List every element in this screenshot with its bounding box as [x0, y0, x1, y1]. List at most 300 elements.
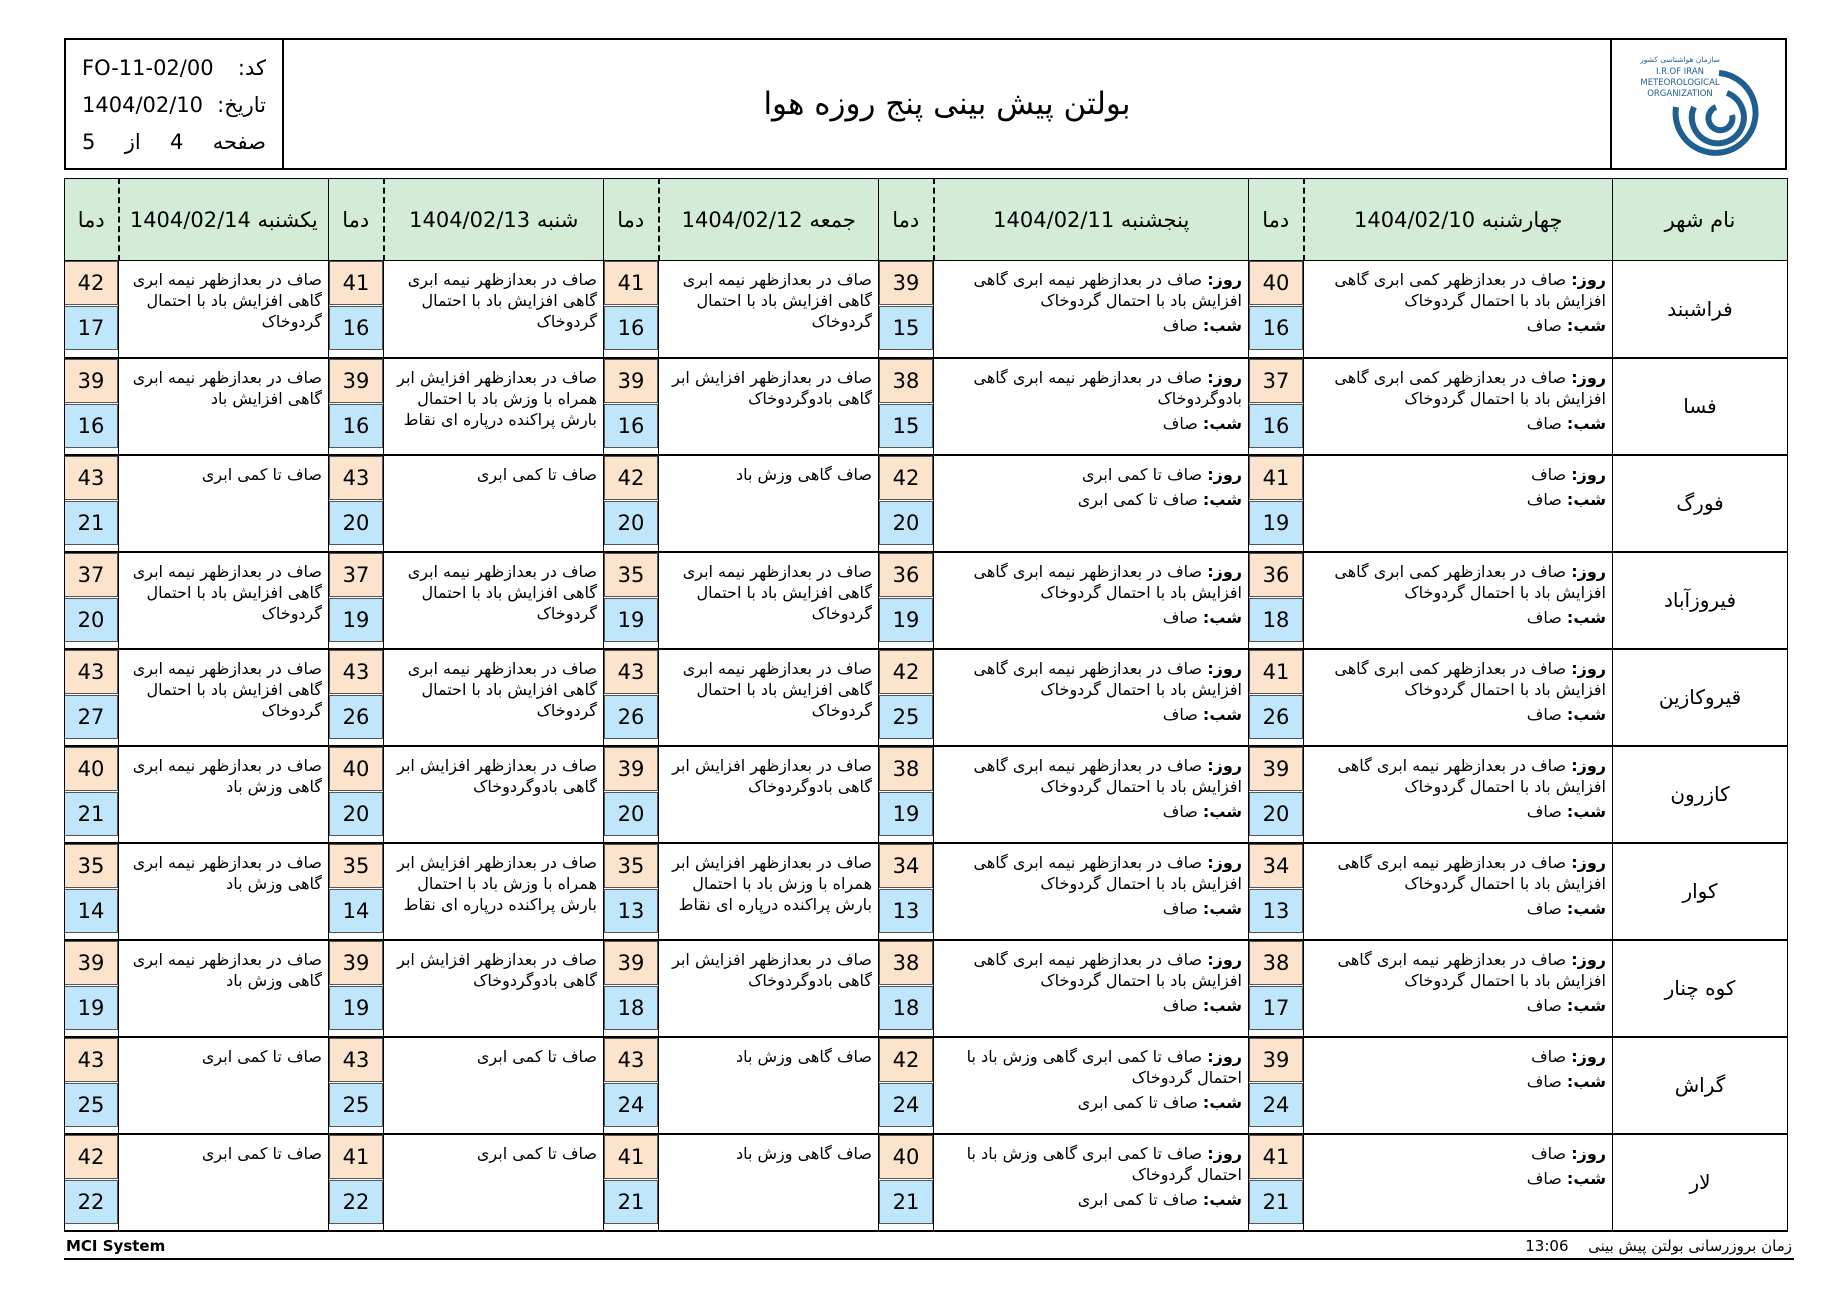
forecast-description	[659, 746, 879, 843]
forecast-text: صاف در بعدازظهر نیمه ابری گاهی وزش باد	[132, 949, 322, 990]
day-text: صاف در بعدازظهر نیمه ابری گاهی افزایش باد با احتمال گردوخاک	[973, 949, 1242, 990]
day-forecast	[940, 1143, 1242, 1185]
max-temp: 42	[64, 261, 118, 305]
forecast-description	[119, 261, 329, 358]
forecast-description	[1304, 552, 1613, 649]
document-meta	[66, 40, 284, 168]
night-label: شب:	[1202, 489, 1242, 509]
day-label: روز:	[1571, 270, 1606, 289]
temperature-cell	[879, 843, 934, 940]
max-temp: 43	[604, 1038, 658, 1082]
forecast-description	[1304, 1134, 1613, 1231]
night-label: شب:	[1202, 413, 1242, 433]
max-temp: 39	[879, 261, 933, 305]
min-temp: 26	[1249, 695, 1303, 739]
min-temp: 25	[64, 1083, 118, 1127]
forecast-description	[119, 455, 329, 552]
day-text: صاف	[1531, 1046, 1567, 1066]
night-label: شب:	[1566, 413, 1606, 433]
max-temp: 43	[64, 650, 118, 694]
temperature-cell	[1249, 358, 1304, 455]
night-forecast	[1310, 413, 1606, 434]
page-title: بولتن پیش بینی پنج روزه هوا	[763, 86, 1131, 122]
table-row	[65, 1037, 1788, 1134]
forecast-text: صاف گاهی وزش باد	[735, 1046, 872, 1066]
city-name: کوار	[1613, 843, 1788, 940]
max-temp: 35	[604, 844, 658, 888]
night-text: صاف	[1162, 898, 1198, 918]
code-label: کد:	[237, 56, 266, 80]
max-temp: 39	[329, 941, 383, 985]
night-text: صاف تا کمی ابری	[1077, 1189, 1198, 1209]
forecast-text: صاف تا کمی ابری	[201, 1143, 322, 1163]
temperature-cell	[1249, 1134, 1304, 1231]
temperature-cell	[65, 1134, 119, 1231]
day-text: صاف	[1531, 464, 1567, 484]
min-temp: 20	[329, 501, 383, 545]
min-temp: 25	[329, 1083, 383, 1127]
temperature-cell	[879, 940, 934, 1037]
day-forecast	[1310, 1046, 1606, 1067]
forecast-description	[659, 552, 879, 649]
min-temp: 20	[604, 792, 658, 836]
min-temp: 14	[329, 889, 383, 933]
max-temp: 41	[1249, 1135, 1303, 1179]
max-temp: 40	[64, 747, 118, 791]
table-row	[65, 649, 1788, 746]
night-label: شب:	[1566, 1071, 1606, 1091]
forecast-description	[384, 940, 604, 1037]
temperature-cell	[65, 552, 119, 649]
organization-logo	[1610, 40, 1785, 168]
temperature-cell	[1249, 552, 1304, 649]
max-temp: 42	[604, 456, 658, 500]
min-temp: 20	[879, 501, 933, 545]
table-row	[65, 746, 1788, 843]
min-temp: 19	[329, 986, 383, 1030]
day-forecast	[1310, 1143, 1606, 1164]
night-text: صاف	[1162, 316, 1198, 335]
max-temp: 36	[1249, 553, 1303, 597]
min-temp: 16	[604, 306, 658, 350]
night-forecast	[1310, 489, 1606, 510]
min-temp: 17	[64, 306, 118, 350]
temperature-cell	[604, 552, 659, 649]
min-temp: 16	[329, 306, 383, 350]
max-temp: 43	[64, 456, 118, 500]
night-forecast	[940, 1189, 1242, 1210]
min-temp: 19	[879, 598, 933, 642]
temperature-cell	[879, 455, 934, 552]
night-label: شب:	[1202, 704, 1242, 724]
max-temp: 42	[879, 456, 933, 500]
forecast-text: صاف تا کمی ابری	[476, 1143, 597, 1163]
temperature-cell	[329, 1134, 384, 1231]
forecast-description	[384, 1134, 604, 1231]
forecast-text: صاف در بعدازظهر نیمه ابری گاهی افزایش باد با احتمال گردوخاک	[132, 270, 322, 331]
min-temp: 20	[329, 792, 383, 836]
day-forecast	[940, 1046, 1242, 1088]
temperature-cell	[879, 552, 934, 649]
night-text: صاف	[1162, 995, 1198, 1015]
table-header-row	[65, 179, 1788, 261]
max-temp: 34	[1249, 844, 1303, 888]
day-label: روز:	[1571, 1046, 1606, 1066]
night-forecast	[1310, 1071, 1606, 1092]
day-forecast	[940, 949, 1242, 991]
temperature-cell	[1249, 940, 1304, 1037]
night-text: صاف	[1162, 704, 1198, 724]
night-label: شب:	[1566, 995, 1606, 1015]
night-label: شب:	[1566, 316, 1606, 335]
min-temp: 21	[879, 1180, 933, 1224]
temperature-cell	[329, 746, 384, 843]
day-text: صاف تا کمی ابری	[1082, 464, 1203, 484]
min-temp: 14	[64, 889, 118, 933]
city-name: فراشبند	[1613, 261, 1788, 358]
day-text: صاف در بعدازظهر نیمه ابری گاهی بادوگردوخاک	[973, 367, 1242, 408]
forecast-text: صاف در بعدازظهر نیمه ابری گاهی وزش باد	[132, 852, 322, 893]
min-temp: 25	[879, 695, 933, 739]
city-name: کوه چنار	[1613, 940, 1788, 1037]
night-text: صاف	[1162, 413, 1198, 433]
table-row	[65, 940, 1788, 1037]
temperature-cell	[604, 649, 659, 746]
day-label: روز:	[1571, 1143, 1606, 1163]
temperature-cell	[1249, 261, 1304, 358]
forecast-description	[119, 843, 329, 940]
temperature-cell	[65, 455, 119, 552]
forecast-description	[119, 1037, 329, 1134]
day-text: صاف در بعدازظهر کمی ابری گاهی افزایش باد با احتمال گردوخاک	[1334, 658, 1606, 699]
temperature-cell	[65, 940, 119, 1037]
forecast-text: صاف در بعدازظهر نیمه ابری گاهی افزایش باد با احتمال گردوخاک	[682, 270, 872, 331]
table-row	[65, 358, 1788, 455]
day-label: روز:	[1571, 949, 1606, 969]
forecast-description	[1304, 1037, 1613, 1134]
forecast-description	[1304, 649, 1613, 746]
night-text: صاف	[1526, 898, 1562, 918]
day-text: صاف در بعدازظهر نیمه ابری گاهی افزایش باد با احتمال گردوخاک	[1337, 949, 1606, 990]
update-time: 13:06	[1525, 1237, 1569, 1255]
day-label: روز:	[1207, 270, 1242, 289]
day-label: روز:	[1571, 852, 1606, 872]
night-forecast	[1310, 607, 1606, 628]
max-temp: 40	[329, 747, 383, 791]
day-forecast	[1310, 658, 1606, 700]
min-temp: 21	[604, 1180, 658, 1224]
day2-column-header: پنجشنبه 1404/02/11	[934, 179, 1249, 261]
night-label: شب:	[1202, 995, 1242, 1015]
forecast-text: صاف تا کمی ابری	[476, 464, 597, 484]
max-temp: 39	[64, 359, 118, 403]
night-label: شب:	[1202, 1189, 1242, 1209]
min-temp: 18	[1249, 598, 1303, 642]
max-temp: 39	[604, 359, 658, 403]
max-temp: 41	[1249, 456, 1303, 500]
night-text: صاف	[1526, 995, 1562, 1015]
night-forecast	[1310, 704, 1606, 725]
day-text: صاف در بعدازظهر کمی ابری گاهی افزایش باد با احتمال گردوخاک	[1334, 367, 1606, 408]
forecast-text: صاف در بعدازظهر نیمه ابری گاهی افزایش باد با احتمال گردوخاک	[132, 658, 322, 720]
forecast-description	[119, 940, 329, 1037]
temperature-cell	[329, 261, 384, 358]
table-row	[65, 455, 1788, 552]
night-forecast	[1310, 1168, 1606, 1189]
day-text: صاف در بعدازظهر نیمه ابری گاهی افزایش باد با احتمال گردوخاک	[1337, 755, 1606, 796]
logo-text-1: I.R.OF IRAN	[1655, 67, 1704, 77]
temperature-cell	[329, 552, 384, 649]
date-label: تاریخ:	[217, 93, 266, 117]
day-forecast	[1310, 464, 1606, 485]
temperature-cell	[879, 261, 934, 358]
day1-column-header: چهارشنبه 1404/02/10	[1304, 179, 1613, 261]
code-row	[82, 50, 266, 87]
day-forecast	[1310, 755, 1606, 797]
temperature-cell	[65, 1037, 119, 1134]
city-name: لار	[1613, 1134, 1788, 1231]
max-temp: 39	[1249, 1038, 1303, 1082]
night-text: صاف	[1526, 316, 1562, 335]
night-forecast	[940, 489, 1242, 510]
night-text: صاف	[1526, 489, 1562, 509]
max-temp: 41	[329, 1135, 383, 1179]
forecast-text: صاف در بعدازظهر نیمه ابری گاهی افزایش باد با احتمال گردوخاک	[407, 561, 597, 623]
night-forecast	[940, 995, 1242, 1016]
max-temp: 35	[604, 553, 658, 597]
day-forecast	[940, 852, 1242, 894]
min-temp: 26	[329, 695, 383, 739]
temperature-cell	[65, 261, 119, 358]
temperature-cell	[65, 843, 119, 940]
forecast-description	[384, 261, 604, 358]
night-forecast	[940, 607, 1242, 628]
night-text: صاف تا کمی ابری	[1077, 1092, 1198, 1112]
temperature-cell	[604, 261, 659, 358]
forecast-text: صاف در بعدازظهر نیمه ابری گاهی افزایش باد با احتمال گردوخاک	[407, 270, 597, 331]
table-row	[65, 1134, 1788, 1231]
forecast-description	[934, 1037, 1249, 1134]
day-text: صاف در بعدازظهر نیمه ابری گاهی افزایش باد با احتمال گردوخاک	[973, 852, 1242, 893]
max-temp: 43	[329, 1038, 383, 1082]
forecast-text: صاف در بعدازظهر افزایش ابر گاهی بادوگردوخاک	[397, 949, 597, 990]
forecast-text: صاف در بعدازظهر افزایش ابر گاهی بادوگردوخاک	[672, 949, 872, 990]
forecast-text: صاف در بعدازظهر نیمه ابری گاهی افزایش باد با احتمال گردوخاک	[682, 658, 872, 720]
day3-column-header: جمعه 1404/02/12	[659, 179, 879, 261]
day-forecast	[940, 367, 1242, 409]
forecast-text: صاف در بعدازظهر افزایش ابر گاهی بادوگردوخاک	[397, 755, 597, 796]
table-body	[65, 261, 1788, 1231]
day-text: صاف تا کمی ابری گاهی وزش باد با احتمال گردوخاک	[966, 1046, 1242, 1087]
city-name: گراش	[1613, 1037, 1788, 1134]
max-temp: 36	[879, 553, 933, 597]
temperature-cell	[1249, 746, 1304, 843]
max-temp: 39	[1249, 747, 1303, 791]
min-temp: 27	[64, 695, 118, 739]
min-temp: 13	[1249, 889, 1303, 933]
forecast-description	[384, 649, 604, 746]
system-name: MCI System	[66, 1237, 166, 1255]
day-forecast	[940, 269, 1242, 311]
min-temp: 15	[879, 306, 933, 350]
day-label: روز:	[1207, 949, 1242, 969]
forecast-description	[934, 649, 1249, 746]
day4-column-header: شنبه 1404/02/13	[384, 179, 604, 261]
table-row	[65, 261, 1788, 358]
forecast-description	[659, 649, 879, 746]
temperature-cell	[1249, 843, 1304, 940]
forecast-description	[1304, 746, 1613, 843]
max-temp: 40	[1249, 261, 1303, 305]
max-temp: 34	[879, 844, 933, 888]
page-of: از	[124, 130, 141, 154]
forecast-description	[934, 455, 1249, 552]
min-temp: 13	[604, 889, 658, 933]
temperature-cell	[1249, 1037, 1304, 1134]
city-name: فورگ	[1613, 455, 1788, 552]
temp-column-header: دما	[879, 179, 934, 261]
temperature-cell	[604, 1134, 659, 1231]
min-temp: 20	[64, 598, 118, 642]
max-temp: 37	[64, 553, 118, 597]
forecast-description	[659, 261, 879, 358]
temperature-cell	[604, 940, 659, 1037]
temperature-cell	[329, 455, 384, 552]
min-temp: 16	[1249, 306, 1303, 350]
forecast-description	[119, 649, 329, 746]
forecast-description	[1304, 261, 1613, 358]
max-temp: 35	[329, 844, 383, 888]
min-temp: 16	[604, 404, 658, 448]
forecast-text: صاف در بعدازظهر نیمه ابری گاهی افزایش باد با احتمال گردوخاک	[407, 658, 597, 720]
night-label: شب:	[1566, 1168, 1606, 1188]
day-text: صاف در بعدازظهر نیمه ابری گاهی افزایش باد با احتمال گردوخاک	[973, 658, 1242, 699]
temperature-cell	[604, 455, 659, 552]
forecast-description	[659, 358, 879, 455]
max-temp: 43	[64, 1038, 118, 1082]
night-label: شب:	[1566, 607, 1606, 627]
min-temp: 24	[879, 1083, 933, 1127]
min-temp: 18	[879, 986, 933, 1030]
temperature-cell	[604, 843, 659, 940]
min-temp: 19	[1249, 501, 1303, 545]
forecast-text: صاف در بعدازظهر افزایش ابر گاهی بادوگردوخاک	[672, 367, 872, 408]
day-text: صاف در بعدازظهر نیمه ابری گاهی افزایش باد با احتمال گردوخاک	[1337, 852, 1606, 893]
min-temp: 18	[604, 986, 658, 1030]
forecast-description	[1304, 455, 1613, 552]
forecast-text: صاف تا کمی ابری	[476, 1046, 597, 1066]
logo-icon	[1624, 45, 1774, 163]
night-label: شب:	[1566, 704, 1606, 724]
page-number: 4	[170, 130, 184, 154]
page-row	[82, 124, 266, 161]
forecast-description	[1304, 358, 1613, 455]
day-label: روز:	[1207, 464, 1242, 484]
temperature-cell	[879, 1134, 934, 1231]
max-temp: 38	[879, 359, 933, 403]
city-name: قیروکازین	[1613, 649, 1788, 746]
max-temp: 43	[329, 456, 383, 500]
forecast-description	[384, 358, 604, 455]
max-temp: 41	[1249, 650, 1303, 694]
forecast-description	[384, 455, 604, 552]
forecast-description	[934, 1134, 1249, 1231]
night-text: صاف	[1526, 1071, 1562, 1091]
min-temp: 21	[1249, 1180, 1303, 1224]
min-temp: 16	[1249, 404, 1303, 448]
day-forecast	[1310, 561, 1606, 603]
date-value: 1404/02/10	[82, 93, 204, 117]
min-temp: 13	[879, 889, 933, 933]
temperature-cell	[1249, 649, 1304, 746]
min-temp: 20	[1249, 792, 1303, 836]
night-forecast	[1310, 898, 1606, 919]
forecast-description	[384, 843, 604, 940]
page-footer	[64, 1234, 1794, 1260]
city-name: فیروزآباد	[1613, 552, 1788, 649]
day-text: صاف در بعدازظهر نیمه ابری گاهی افزایش باد با احتمال گردوخاک	[973, 561, 1242, 602]
temperature-cell	[879, 1037, 934, 1134]
night-label: شب:	[1202, 316, 1242, 335]
night-label: شب:	[1202, 801, 1242, 821]
temperature-cell	[65, 358, 119, 455]
day-label: روز:	[1571, 755, 1606, 775]
night-label: شب:	[1566, 898, 1606, 918]
max-temp: 41	[604, 1135, 658, 1179]
night-text: صاف	[1526, 413, 1562, 433]
night-text: صاف	[1526, 1168, 1562, 1188]
day-forecast	[1310, 269, 1606, 311]
forecast-description	[1304, 940, 1613, 1037]
day-label: روز:	[1207, 1046, 1242, 1066]
forecast-text: صاف در بعدازظهر افزایش ابر همراه با وزش باد با احتمال بارش پراکنده درپاره ای نقاط	[397, 367, 597, 429]
min-temp: 26	[604, 695, 658, 739]
forecast-description	[119, 358, 329, 455]
min-temp: 22	[64, 1180, 118, 1224]
night-text: صاف	[1162, 607, 1198, 627]
forecast-text: صاف در بعدازظهر نیمه ابری گاهی افزایش باد با احتمال گردوخاک	[132, 561, 322, 623]
day-text: صاف تا کمی ابری گاهی وزش باد با احتمال گردوخاک	[966, 1143, 1242, 1184]
logo-text-2: METEOROLOGICAL	[1639, 78, 1720, 88]
day-forecast	[940, 658, 1242, 700]
max-temp: 38	[879, 747, 933, 791]
min-temp: 19	[64, 986, 118, 1030]
max-temp: 39	[604, 747, 658, 791]
day-forecast	[940, 561, 1242, 603]
table-row	[65, 843, 1788, 940]
night-forecast	[940, 1092, 1242, 1113]
temperature-cell	[329, 843, 384, 940]
night-label: شب:	[1202, 607, 1242, 627]
forecast-description	[659, 940, 879, 1037]
max-temp: 42	[879, 650, 933, 694]
date-row	[82, 87, 266, 124]
max-temp: 39	[329, 359, 383, 403]
night-label: شب:	[1202, 898, 1242, 918]
bulletin-header	[64, 38, 1787, 170]
day-text: صاف در بعدازظهر کمی ابری گاهی افزایش باد با احتمال گردوخاک	[1334, 561, 1606, 602]
temperature-cell	[879, 358, 934, 455]
temperature-cell	[329, 649, 384, 746]
forecast-description	[659, 843, 879, 940]
night-label: شب:	[1566, 489, 1606, 509]
max-temp: 42	[879, 1038, 933, 1082]
page-label: صفحه	[212, 130, 266, 154]
temperature-cell	[1249, 455, 1304, 552]
forecast-description	[934, 940, 1249, 1037]
day-forecast	[1310, 367, 1606, 409]
night-forecast	[940, 898, 1242, 919]
